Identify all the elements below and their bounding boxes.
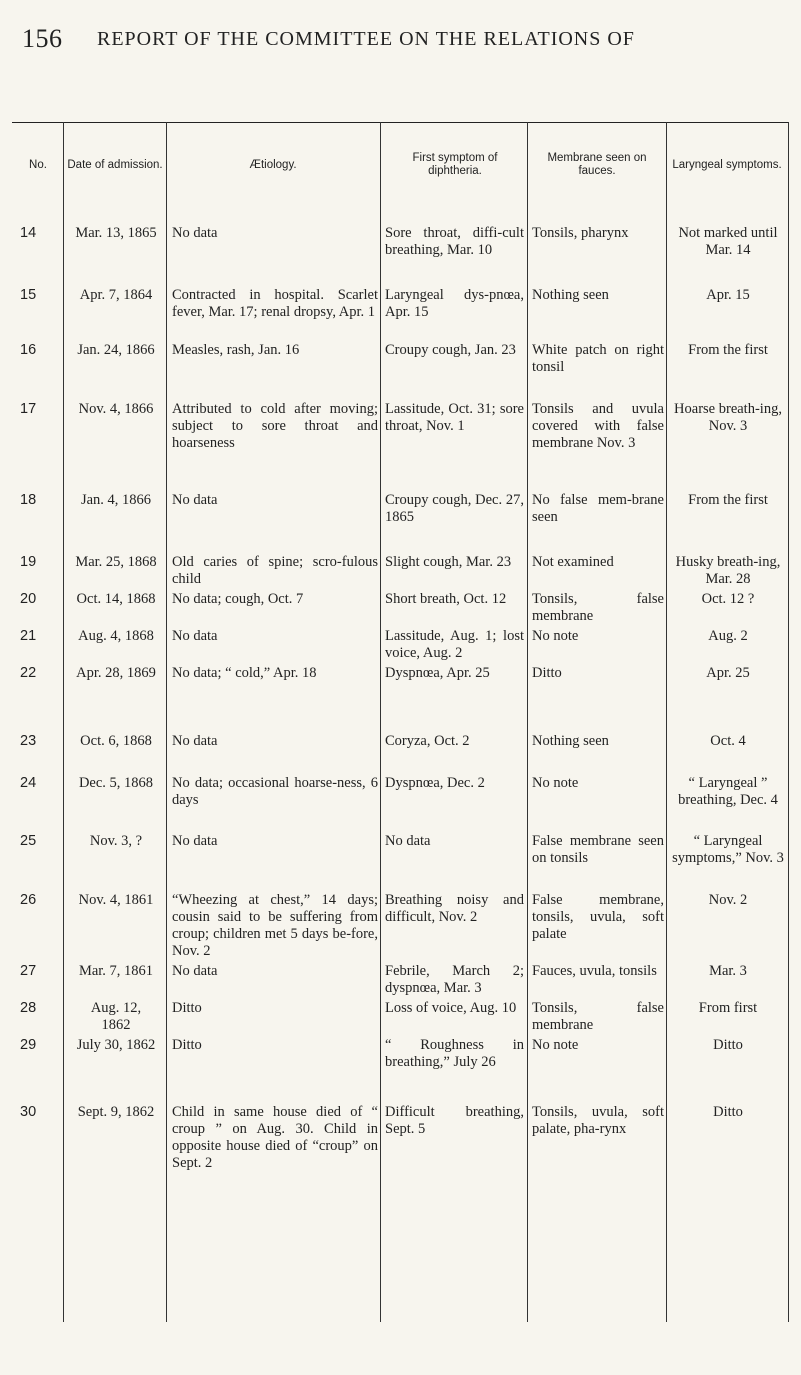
cell-first-symptom: Coryza, Oct. 2 [385, 733, 470, 749]
cell-aetiology: Old caries of spine; scro-fulous child [172, 554, 378, 587]
cell-no: 28 [20, 1000, 37, 1016]
cell-membrane: No note [532, 1037, 579, 1053]
running-head: REPORT OF THE COMMITTEE ON THE RELATIONS OF [97, 28, 635, 50]
cell-no: 25 [20, 833, 37, 849]
cell-membrane: No note [532, 775, 579, 791]
cell-membrane: No false mem-brane seen [532, 492, 664, 525]
cell-no: 20 [20, 591, 37, 607]
cell-aetiology: No data [172, 492, 218, 508]
cell-laryngeal: Apr. 15 [706, 287, 750, 303]
cell-membrane: False membrane seen on tonsils [532, 833, 664, 866]
cell-date: Mar. 13, 1865 [75, 225, 157, 241]
column-divider [63, 122, 64, 1322]
cell-no: 19 [20, 554, 37, 570]
cell-date: Aug. 4, 1868 [78, 628, 154, 644]
cell-laryngeal: Apr. 25 [706, 665, 750, 681]
cell-first-symptom: Dyspnœa, Dec. 2 [385, 775, 485, 791]
column-divider [527, 122, 528, 1322]
cell-membrane: No note [532, 628, 579, 644]
cell-date: July 30, 1862 [76, 1037, 156, 1053]
cell-no: 16 [20, 342, 37, 358]
column-divider [166, 122, 167, 1322]
cell-membrane: Tonsils, false membrane [532, 591, 664, 624]
cell-no: 21 [20, 628, 37, 644]
cell-aetiology: No data; cough, Oct. 7 [172, 591, 304, 607]
column-divider [380, 122, 381, 1322]
header-date: Date of admission. [67, 158, 163, 171]
header-first-symptom: First symptom of diphtheria. [412, 152, 498, 177]
cell-date: Nov. 4, 1861 [78, 892, 154, 908]
cell-no: 24 [20, 775, 37, 791]
cell-membrane: False membrane, tonsils, uvula, soft palate [532, 892, 664, 942]
cell-aetiology: Ditto [172, 1037, 202, 1053]
cell-laryngeal: From the first [688, 342, 768, 358]
cell-aetiology: “Wheezing at chest,” 14 days; cousin said to be suffering from croup; children met 5 days be-fore, Nov. 2 [172, 892, 378, 959]
cell-aetiology: No data [172, 628, 218, 644]
cell-laryngeal: Nov. 2 [708, 892, 748, 908]
cell-laryngeal: Ditto [713, 1037, 743, 1053]
cell-no: 23 [20, 733, 37, 749]
cell-membrane: White patch on right tonsil [532, 342, 664, 375]
cell-laryngeal: Aug. 2 [708, 628, 748, 644]
cell-date: Jan. 4, 1866 [80, 492, 152, 508]
cell-date: Nov. 4, 1866 [78, 401, 154, 417]
cell-first-symptom: Breathing noisy and difficult, Nov. 2 [385, 892, 524, 925]
cell-no: 17 [20, 401, 37, 417]
cell-laryngeal: Not marked until Mar. 14 [678, 225, 778, 258]
cell-membrane: Fauces, uvula, tonsils [532, 963, 657, 979]
cell-date: Apr. 7, 1864 [79, 287, 153, 303]
cell-aetiology: No data [172, 225, 218, 241]
cell-laryngeal: Oct. 4 [710, 733, 746, 749]
cell-laryngeal: Husky breath-ing, Mar. 28 [675, 554, 781, 587]
cell-first-symptom: Croupy cough, Dec. 27, 1865 [385, 492, 524, 525]
cell-first-symptom: Dyspnœa, Apr. 25 [385, 665, 490, 681]
cell-first-symptom: Sore throat, diffi-cult breathing, Mar. 10 [385, 225, 524, 258]
table-top-rule [12, 122, 788, 123]
cell-aetiology: Ditto [172, 1000, 202, 1016]
cell-membrane: Ditto [532, 665, 562, 681]
cell-first-symptom: Croupy cough, Jan. 23 [385, 342, 516, 358]
cell-aetiology: Measles, rash, Jan. 16 [172, 342, 300, 358]
cell-membrane: Tonsils, pharynx [532, 225, 629, 241]
cell-membrane: Tonsils and uvula covered with false membrane Nov. 3 [532, 401, 664, 451]
cell-date: Mar. 7, 1861 [78, 963, 154, 979]
cell-date: Apr. 28, 1869 [76, 665, 156, 681]
page-number: 156 [22, 24, 63, 53]
cell-no: 26 [20, 892, 37, 908]
cell-no: 22 [20, 665, 37, 681]
cell-first-symptom: Short breath, Oct. 12 [385, 591, 507, 607]
header-laryngeal: Laryngeal symptoms. [672, 158, 782, 171]
cell-date: Mar. 25, 1868 [75, 554, 157, 570]
cell-first-symptom: Laryngeal dys-pnœa, Apr. 15 [385, 287, 524, 320]
cell-first-symptom: No data [385, 833, 431, 849]
header-no: No. [29, 158, 47, 171]
cell-no: 14 [20, 225, 37, 241]
cell-aetiology: No data [172, 733, 218, 749]
cell-laryngeal: “ Laryngeal ” breathing, Dec. 4 [678, 775, 778, 808]
cell-aetiology: No data [172, 963, 218, 979]
cell-no: 18 [20, 492, 37, 508]
column-divider [788, 122, 789, 1322]
cell-aetiology: Attributed to cold after moving; subject to sore throat and hoarseness [172, 401, 378, 451]
cell-no: 27 [20, 963, 37, 979]
cell-first-symptom: Febrile, March 2; dyspnœa, Mar. 3 [385, 963, 524, 996]
cell-membrane: Nothing seen [532, 733, 609, 749]
cell-no: 30 [20, 1104, 37, 1120]
cell-no: 29 [20, 1037, 37, 1053]
cell-membrane: Nothing seen [532, 287, 609, 303]
cell-laryngeal: From the first [688, 492, 768, 508]
header-membrane: Membrane seen on fauces. [547, 152, 647, 177]
cell-laryngeal: From first [698, 1000, 758, 1016]
cell-date: Sept. 9, 1862 [77, 1104, 155, 1120]
cell-aetiology: No data [172, 833, 218, 849]
cell-laryngeal: “ Laryngeal symptoms,” Nov. 3 [672, 833, 784, 866]
cell-date: Oct. 6, 1868 [80, 733, 152, 749]
cell-first-symptom: Difficult breathing, Sept. 5 [385, 1104, 524, 1137]
cell-date: Dec. 5, 1868 [78, 775, 154, 791]
cell-aetiology: No data; occasional hoarse-ness, 6 days [172, 775, 378, 808]
cell-date: Oct. 14, 1868 [76, 591, 156, 607]
cell-first-symptom: “ Roughness in breathing,” July 26 [385, 1037, 524, 1070]
cell-laryngeal: Mar. 3 [709, 963, 747, 979]
cell-date: Nov. 3, ? [89, 833, 143, 849]
cell-date: Aug. 12, 1862 [90, 1000, 142, 1033]
cell-laryngeal: Ditto [713, 1104, 743, 1120]
header-aetiology: Ætiology. [249, 158, 297, 171]
cell-date: Jan. 24, 1866 [77, 342, 155, 358]
cell-first-symptom: Loss of voice, Aug. 10 [385, 1000, 517, 1016]
cell-first-symptom: Slight cough, Mar. 23 [385, 554, 512, 570]
cell-aetiology: Contracted in hospital. Scarlet fever, Mar. 17; renal dropsy, Apr. 1 [172, 287, 378, 320]
cell-aetiology: Child in same house died of “ croup ” on Aug. 30. Child in opposite house died of “croup” on Sept. 2 [172, 1104, 378, 1171]
cell-first-symptom: Lassitude, Aug. 1; lost voice, Aug. 2 [385, 628, 524, 661]
cell-laryngeal: Oct. 12 ? [701, 591, 755, 607]
cell-membrane: Tonsils, uvula, soft palate, pha-rynx [532, 1104, 664, 1137]
cell-no: 15 [20, 287, 37, 303]
cell-membrane: Not examined [532, 554, 614, 570]
cell-laryngeal: Hoarse breath-ing, Nov. 3 [674, 401, 782, 434]
cell-membrane: Tonsils, false membrane [532, 1000, 664, 1033]
cell-aetiology: No data; “ cold,” Apr. 18 [172, 665, 317, 681]
cell-first-symptom: Lassitude, Oct. 31; sore throat, Nov. 1 [385, 401, 524, 434]
column-divider [666, 122, 667, 1322]
